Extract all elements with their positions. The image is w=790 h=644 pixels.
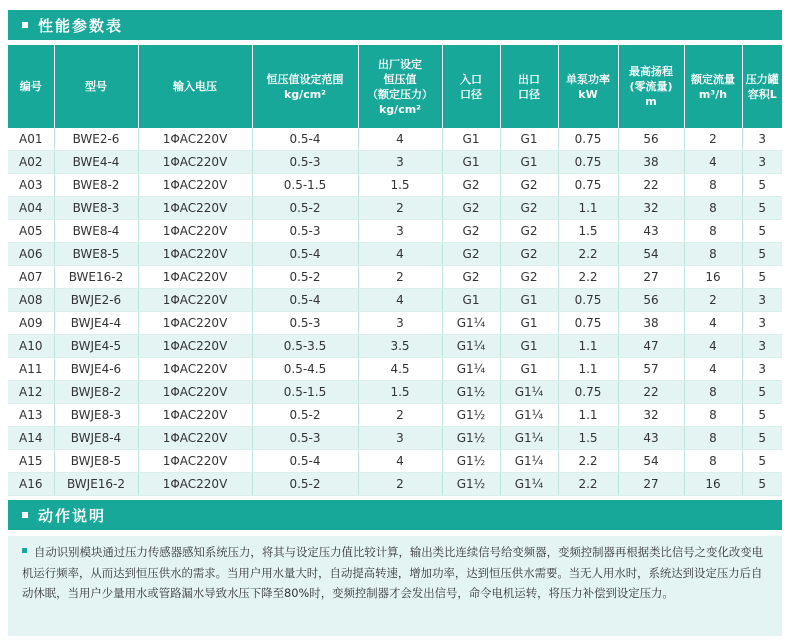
table-cell: 0.75	[558, 174, 618, 197]
table-cell: 1ΦAC220V	[138, 450, 252, 473]
table-cell: 22	[618, 381, 684, 404]
table-cell: G1	[442, 289, 500, 312]
table-cell: A10	[8, 335, 54, 358]
table-cell: 0.5-3.5	[252, 335, 358, 358]
table-cell: 57	[618, 358, 684, 381]
table-cell: 1.5	[558, 427, 618, 450]
table-cell: 4	[684, 358, 742, 381]
table-cell: G1¼	[500, 427, 558, 450]
table-cell: 43	[618, 427, 684, 450]
table-cell: 8	[684, 450, 742, 473]
table-cell: 0.5-3	[252, 151, 358, 174]
table-cell: G2	[442, 197, 500, 220]
table-cell: 3	[742, 289, 782, 312]
section-header-params	[8, 10, 782, 40]
table-cell: 2	[684, 128, 742, 151]
table-cell: 0.5-1.5	[252, 381, 358, 404]
bullet-icon	[22, 548, 27, 553]
table-cell: BWJE2-6	[54, 289, 138, 312]
table-cell: 4	[358, 243, 442, 266]
column-header: 出厂设定 恒压值 （额定压力） kg/cm²	[358, 45, 442, 128]
table-cell: 2	[358, 266, 442, 289]
table-cell: G2	[500, 266, 558, 289]
table-cell: A03	[8, 174, 54, 197]
table-cell: G1	[442, 128, 500, 151]
table-cell: 0.75	[558, 381, 618, 404]
table-cell: 0.5-4	[252, 289, 358, 312]
table-cell: 4.5	[358, 358, 442, 381]
table-cell: 1ΦAC220V	[138, 404, 252, 427]
table-row	[8, 358, 782, 381]
table-cell: 27	[618, 266, 684, 289]
table-cell: 1.5	[558, 220, 618, 243]
table-cell: G1	[500, 312, 558, 335]
table-cell: G1¼	[500, 404, 558, 427]
table-row	[8, 174, 782, 197]
table-cell: 8	[684, 427, 742, 450]
table-cell: G1	[500, 358, 558, 381]
table-cell: 0.75	[558, 312, 618, 335]
table-cell: G1½	[442, 473, 500, 496]
column-header: 最高扬程 (零流量) m	[618, 45, 684, 128]
table-cell: 56	[618, 289, 684, 312]
bullet-icon	[22, 512, 28, 518]
table-cell: 16	[684, 266, 742, 289]
table-cell: G1	[500, 289, 558, 312]
table-cell: G2	[442, 243, 500, 266]
table-cell: 0.5-4	[252, 128, 358, 151]
table-cell: 5	[742, 381, 782, 404]
table-cell: 1ΦAC220V	[138, 197, 252, 220]
table-cell: 38	[618, 312, 684, 335]
table-cell: 1ΦAC220V	[138, 128, 252, 151]
table-cell: 5	[742, 404, 782, 427]
table-cell: BWJE4-5	[54, 335, 138, 358]
table-row	[8, 220, 782, 243]
table-cell: 0.5-2	[252, 404, 358, 427]
table-cell: BWE2-6	[54, 128, 138, 151]
table-cell: BWJE8-5	[54, 450, 138, 473]
table-cell: 1ΦAC220V	[138, 220, 252, 243]
table-cell: 0.5-2	[252, 197, 358, 220]
table-cell: A14	[8, 427, 54, 450]
table-cell: A02	[8, 151, 54, 174]
table-cell: 3	[742, 128, 782, 151]
table-cell: 1ΦAC220V	[138, 312, 252, 335]
table-cell: G1½	[442, 404, 500, 427]
table-cell: 43	[618, 220, 684, 243]
table-cell: G1¼	[500, 473, 558, 496]
column-header: 型号	[54, 45, 138, 128]
table-cell: 0.75	[558, 151, 618, 174]
table-row	[8, 243, 782, 266]
table-cell: 0.5-3	[252, 427, 358, 450]
section-title: 性能参数表	[38, 16, 124, 35]
table-cell: G1½	[442, 427, 500, 450]
table-cell: BWJE8-2	[54, 381, 138, 404]
table-cell: 4	[684, 335, 742, 358]
table-cell: A01	[8, 128, 54, 151]
table-cell: G2	[500, 220, 558, 243]
table-cell: 3	[742, 151, 782, 174]
table-body	[8, 128, 782, 496]
table-cell: BWE8-3	[54, 197, 138, 220]
table-cell: 1ΦAC220V	[138, 151, 252, 174]
table-cell: A11	[8, 358, 54, 381]
table-cell: 56	[618, 128, 684, 151]
table-cell: 5	[742, 427, 782, 450]
table-row	[8, 128, 782, 151]
table-cell: 1.1	[558, 404, 618, 427]
table-cell: 5	[742, 197, 782, 220]
table-cell: 0.5-2	[252, 473, 358, 496]
table-cell: 2	[684, 289, 742, 312]
table-cell: A13	[8, 404, 54, 427]
table-cell: 22	[618, 174, 684, 197]
params-table	[8, 45, 782, 496]
table-cell: A04	[8, 197, 54, 220]
table-row	[8, 289, 782, 312]
table-cell: BWE4-4	[54, 151, 138, 174]
table-cell: 1.5	[358, 174, 442, 197]
table-cell: BWJE4-6	[54, 358, 138, 381]
table-cell: 3	[742, 335, 782, 358]
table-cell: 8	[684, 174, 742, 197]
table-cell: BWE8-5	[54, 243, 138, 266]
table-cell: 3	[358, 151, 442, 174]
table-cell: G1¼	[442, 312, 500, 335]
table-cell: G1	[500, 128, 558, 151]
description-text: 自动识别模块通过压力传感器感知系统压力，将其与设定压力值比较计算，输出类比连续信号给变频器，变频控制器再根据类比信号之变化改变电机运行频率，从而达到恒压供水的需求。当用户用水量大时，自动提高转速，增加功率，达到恒压供水需要。当无人用水时，系统达到设定压力后自动休眠，当用户少量用水或管路漏水导致水压下降至80%时，变频控制器才会发出信号，命令电机运转，将压力补偿到设定压力。	[22, 545, 764, 600]
table-cell: A07	[8, 266, 54, 289]
table-cell: G2	[442, 220, 500, 243]
table-cell: 0.5-2	[252, 266, 358, 289]
table-cell: BWE16-2	[54, 266, 138, 289]
table-row	[8, 473, 782, 496]
table-cell: 47	[618, 335, 684, 358]
table-cell: G1¼	[442, 358, 500, 381]
table-cell: A08	[8, 289, 54, 312]
table-cell: 5	[742, 220, 782, 243]
table-cell: A16	[8, 473, 54, 496]
table-cell: 0.5-3	[252, 220, 358, 243]
table-cell: 0.5-3	[252, 312, 358, 335]
table-cell: G2	[442, 174, 500, 197]
table-cell: G1	[442, 151, 500, 174]
table-cell: G2	[442, 266, 500, 289]
table-cell: 2.2	[558, 266, 618, 289]
table-cell: G1	[500, 151, 558, 174]
table-cell: G2	[500, 197, 558, 220]
table-cell: 27	[618, 473, 684, 496]
table-cell: G1	[500, 335, 558, 358]
table-cell: 4	[358, 450, 442, 473]
column-header: 编号	[8, 45, 54, 128]
table-row	[8, 266, 782, 289]
table-cell: 8	[684, 197, 742, 220]
table-cell: 8	[684, 243, 742, 266]
table-cell: 54	[618, 243, 684, 266]
table-cell: 1ΦAC220V	[138, 427, 252, 450]
table-cell: BWJE8-4	[54, 427, 138, 450]
table-cell: 4	[684, 151, 742, 174]
table-cell: BWJE8-3	[54, 404, 138, 427]
table-cell: 3.5	[358, 335, 442, 358]
table-cell: 2.2	[558, 473, 618, 496]
table-cell: 1.5	[358, 381, 442, 404]
table-cell: 2	[358, 197, 442, 220]
table-cell: 5	[742, 174, 782, 197]
table-cell: G1½	[442, 450, 500, 473]
table-cell: 3	[742, 312, 782, 335]
table-cell: 3	[742, 358, 782, 381]
table-cell: 1ΦAC220V	[138, 335, 252, 358]
table-row	[8, 335, 782, 358]
table-cell: G1½	[442, 381, 500, 404]
column-header: 输入电压	[138, 45, 252, 128]
table-cell: 5	[742, 473, 782, 496]
table-cell: 1ΦAC220V	[138, 243, 252, 266]
table-cell: 1ΦAC220V	[138, 174, 252, 197]
table-cell: 0.5-4	[252, 450, 358, 473]
table-cell: 1ΦAC220V	[138, 358, 252, 381]
column-header: 出口 口径	[500, 45, 558, 128]
section-header-action	[8, 500, 782, 530]
table-cell: 2.2	[558, 450, 618, 473]
table-cell: BWE8-4	[54, 220, 138, 243]
table-cell: A15	[8, 450, 54, 473]
table-cell: 0.5-4	[252, 243, 358, 266]
table-cell: 5	[742, 450, 782, 473]
table-row	[8, 450, 782, 473]
column-header: 压力罐 容积L	[742, 45, 782, 128]
table-cell: BWJE16-2	[54, 473, 138, 496]
table-cell: 1.1	[558, 358, 618, 381]
table-cell: 16	[684, 473, 742, 496]
table-cell: A05	[8, 220, 54, 243]
column-header: 额定流量 m³/h	[684, 45, 742, 128]
table-cell: G1¼	[500, 381, 558, 404]
table-cell: 4	[358, 289, 442, 312]
table-cell: G2	[500, 174, 558, 197]
table-cell: 2	[358, 404, 442, 427]
table-cell: 8	[684, 381, 742, 404]
table-cell: A09	[8, 312, 54, 335]
column-header: 恒压值设定范围 kg/cm²	[252, 45, 358, 128]
table-cell: 4	[358, 128, 442, 151]
column-header: 单泵功率 kW	[558, 45, 618, 128]
table-cell: 5	[742, 266, 782, 289]
table-cell: 0.5-1.5	[252, 174, 358, 197]
table-row	[8, 404, 782, 427]
table-cell: 1.1	[558, 197, 618, 220]
table-cell: BWJE4-4	[54, 312, 138, 335]
column-header: 入口 口径	[442, 45, 500, 128]
table-cell: 1ΦAC220V	[138, 289, 252, 312]
table-cell: 4	[684, 312, 742, 335]
table-header-row	[8, 45, 782, 128]
table-row	[8, 427, 782, 450]
table-cell: 32	[618, 197, 684, 220]
table-cell: 1ΦAC220V	[138, 381, 252, 404]
table-cell: 1ΦAC220V	[138, 266, 252, 289]
table-cell: 0.75	[558, 128, 618, 151]
table-cell: 54	[618, 450, 684, 473]
table-cell: 38	[618, 151, 684, 174]
table-cell: 8	[684, 220, 742, 243]
table-row	[8, 151, 782, 174]
table-cell: G1¼	[442, 335, 500, 358]
table-cell: 1.1	[558, 335, 618, 358]
table-cell: G2	[500, 243, 558, 266]
table-cell: A12	[8, 381, 54, 404]
table-row	[8, 197, 782, 220]
table-cell: A06	[8, 243, 54, 266]
bullet-icon	[22, 22, 28, 28]
table-row	[8, 312, 782, 335]
table-cell: 5	[742, 243, 782, 266]
table-cell: 3	[358, 220, 442, 243]
table-cell: 8	[684, 404, 742, 427]
section-title: 动作说明	[38, 506, 107, 525]
table-cell: 2.2	[558, 243, 618, 266]
table-cell: 2	[358, 473, 442, 496]
table-cell: BWE8-2	[54, 174, 138, 197]
table-cell: 32	[618, 404, 684, 427]
table-cell: G1¼	[500, 450, 558, 473]
table-cell: 0.5-4.5	[252, 358, 358, 381]
table-cell: 3	[358, 427, 442, 450]
description-box	[8, 536, 782, 636]
table-cell: 3	[358, 312, 442, 335]
table-cell: 1ΦAC220V	[138, 473, 252, 496]
table-cell: 0.75	[558, 289, 618, 312]
table-row	[8, 381, 782, 404]
